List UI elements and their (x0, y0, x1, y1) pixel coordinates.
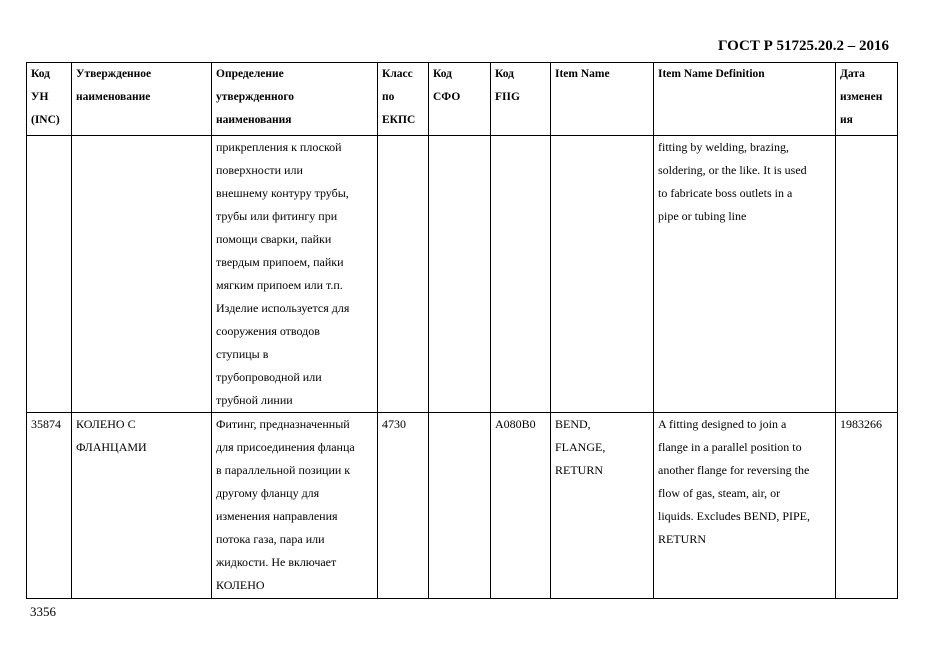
cell-text: Изделие используется для (216, 301, 350, 315)
table-cell (72, 413, 212, 599)
table-cell (72, 136, 212, 413)
table-cell (212, 413, 378, 599)
header-text: Item Name Definition (658, 68, 765, 80)
header-text: (INC) (31, 114, 60, 126)
header-row (27, 63, 898, 136)
cell-text: в параллельной позиции к (216, 463, 351, 477)
header-text: наименования (216, 114, 292, 126)
cell-text: A fitting designed to join a (658, 417, 787, 431)
column-header (72, 63, 212, 136)
table-cell (429, 136, 491, 413)
header-text: Дата (840, 68, 865, 80)
column-header (551, 63, 654, 136)
cell-text: flow of gas, steam, air, or (658, 486, 781, 500)
cell-text: жидкости. Не включает (216, 555, 337, 569)
header-text: по (382, 91, 395, 103)
header-text: ЕКПС (382, 114, 416, 126)
cell-text: трубной линии (216, 393, 293, 407)
header-text: изменен (840, 91, 883, 103)
cell-text: pipe or tubing line (658, 209, 747, 223)
column-header (654, 63, 836, 136)
cell-text: трубы или фитингу при (216, 209, 338, 223)
table-cell (551, 413, 654, 599)
cell-text: soldering, or the like. It is used (658, 163, 807, 177)
cell-text: 1983266 (840, 417, 882, 431)
cell-text: другому фланцу для (216, 486, 320, 500)
table-cell (27, 136, 72, 413)
header-text: Определение (216, 68, 284, 80)
column-header (27, 63, 72, 136)
cell-text: потока газа, пара или (216, 532, 325, 546)
cell-text: ФЛАНЦАМИ (76, 440, 147, 454)
table-cell (27, 413, 72, 599)
column-header (836, 63, 898, 136)
table-cell (429, 413, 491, 599)
cell-text: 35874 (31, 417, 61, 431)
table-cell (378, 136, 429, 413)
cell-text: RETURN (658, 532, 706, 546)
header-text: Item Name (555, 68, 610, 80)
cell-text: RETURN (555, 463, 603, 477)
cell-text: поверхности или (216, 163, 303, 177)
table-cell (836, 413, 898, 599)
cell-text: Фитинг, предназначенный (216, 417, 350, 431)
cell-text: FLANGE, (555, 440, 606, 454)
table-cell (836, 136, 898, 413)
table-cell (491, 136, 551, 413)
cell-text: сооружения отводов (216, 324, 320, 338)
cell-text: 4730 (382, 417, 406, 431)
header-text: FIIG (495, 91, 520, 103)
cell-text: fitting by welding, brazing, (658, 140, 789, 154)
cell-text: мягким припоем или т.п. (216, 278, 343, 292)
cell-text: another flange for reversing the (658, 463, 810, 477)
cell-text: flange in a parallel position to (658, 440, 802, 454)
header-text: Код (433, 68, 453, 80)
cell-text: трубопроводной или (216, 370, 322, 384)
table-row (27, 136, 898, 413)
header-text: Утвержденное (76, 68, 152, 80)
table-cell (491, 413, 551, 599)
column-header (429, 63, 491, 136)
cell-text: твердым припоем, пайки (216, 255, 344, 269)
header-text: УН (31, 91, 49, 103)
cell-text: КОЛЕНО С (76, 417, 136, 431)
cell-text: изменения направления (216, 509, 338, 523)
table-cell (551, 136, 654, 413)
cell-text: прикрепления к плоской (216, 140, 342, 154)
header-text: ия (840, 114, 853, 126)
header-text: Код (31, 68, 51, 80)
cell-text: ступицы в (216, 347, 269, 361)
document-title: ГОСТ Р 51725.20.2 – 2016 (717, 38, 889, 54)
catalog-table (26, 62, 898, 599)
column-header (378, 63, 429, 136)
header-text: утвержденного (216, 91, 295, 103)
cell-text: для присоединения фланца (216, 440, 355, 454)
cell-text: КОЛЕНО (216, 578, 265, 592)
cell-text: BEND, (555, 417, 591, 431)
header-text: наименование (76, 91, 151, 103)
column-header (491, 63, 551, 136)
header-text: Код (495, 68, 515, 80)
cell-text: помощи сварки, пайки (216, 232, 332, 246)
cell-text: to fabricate boss outlets in a (658, 186, 793, 200)
header-text: СФО (433, 91, 461, 103)
table-cell (654, 136, 836, 413)
page-number: 3356 (30, 604, 56, 619)
cell-text: liquids. Excludes BEND, PIPE, (658, 509, 810, 523)
header-text: Класс (382, 68, 413, 80)
table-row (27, 413, 898, 599)
table-cell (212, 136, 378, 413)
column-header (212, 63, 378, 136)
cell-text: внешнему контуру трубы, (216, 186, 349, 200)
table-cell (654, 413, 836, 599)
cell-text: A080B0 (495, 417, 536, 431)
table-cell (378, 413, 429, 599)
